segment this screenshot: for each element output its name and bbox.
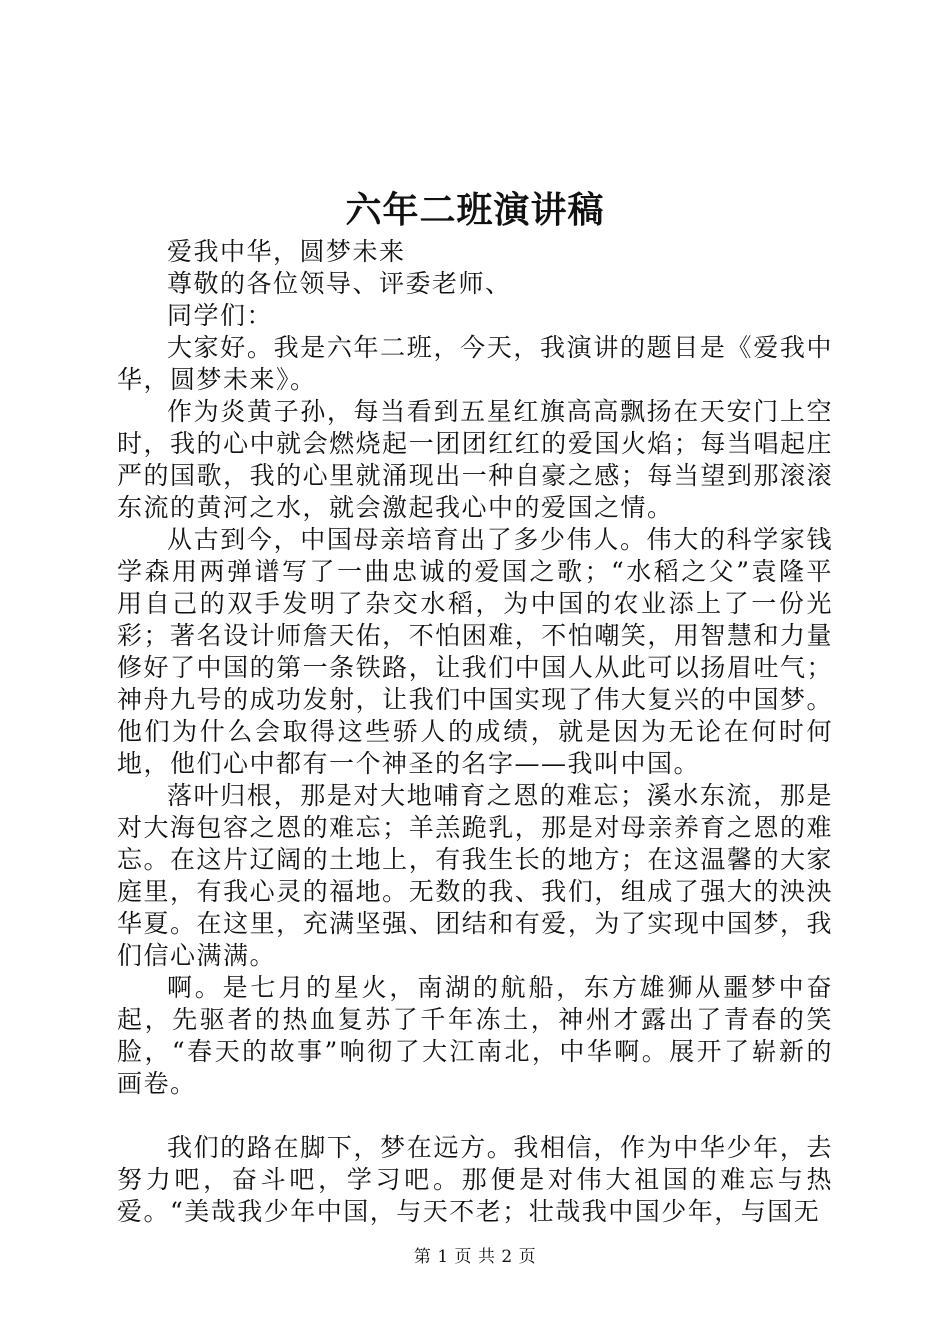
body-paragraph: 大家好。我是六年二班，今天，我演讲的题目是《爱我中华，圆梦未来》。 <box>117 333 833 394</box>
speech-heading: 爱我中华，圆梦未来 <box>167 237 406 266</box>
salutation-line: 同学们： <box>167 301 274 330</box>
body-paragraph: 啊。是七月的星火，南湖的航船，东方雄狮从噩梦中奋起，先驱者的热血复苏了千年冻土，神州才露出了青春的笑脸，“春天的故事”响彻了大江南北，中华啊。展开了崭新的画卷。 <box>117 973 833 1098</box>
salutation-line: 尊敬的各位领导、评委老师、 <box>167 269 512 298</box>
body-paragraph: 作为炎黄子孙，每当看到五星红旗高高飘扬在天安门上空时，我的心中就会燃烧起一团团红红的爱国火焰；每当唱起庄严的国歌，我的心里就涌现出一种自豪之感；每当望到那滚滚东流的黄河之水，就会激起我心中的爱国之情。 <box>117 397 833 522</box>
document-body <box>117 236 833 1228</box>
body-paragraph: 我们的路在脚下，梦在远方。我相信，作为中华少年，去努力吧，奋斗吧，学习吧。那便是对伟大祖国的难忘与热爱。“美哉我少年中国，与天不老；壮哉我中国少年，与国无 <box>117 1133 833 1226</box>
page-footer: 第 1 页 共 2 页 <box>413 1247 537 1267</box>
document-title: 六年二班演讲稿 <box>345 189 605 231</box>
body-paragraph: 从古到今，中国母亲培育出了多少伟人。伟大的科学家钱学森用两弹谱写了一曲忠诚的爱国之歌；“水稻之父”袁隆平用自己的双手发明了杂交水稻，为中国的农业添上了一份光彩；著名设计师詹天佑，不怕困难，不怕嘲笑，用智慧和力量修好了中国的第一条铁路，让我们中国人从此可以扬眉吐气；神舟九号的成功发射，让我们中国实现了伟大复兴的中国梦。他们为什么会取得这些骄人的成绩，就是因为无论在何时何地，他们心中都有一个神圣的名字——我叫中国。 <box>117 525 833 778</box>
body-paragraph: 落叶归根，那是对大地哺育之恩的难忘；溪水东流，那是对大海包容之恩的难忘；羊羔跪乳，那是对母亲养育之恩的难忘。在这片辽阔的土地上，有我生长的地方；在这温馨的大家庭里，有我心灵的福地。无数的我、我们，组成了强大的泱泱华夏。在这里，充满坚强、团结和有爱，为了实现中国梦，我们信心满满。 <box>117 781 833 970</box>
